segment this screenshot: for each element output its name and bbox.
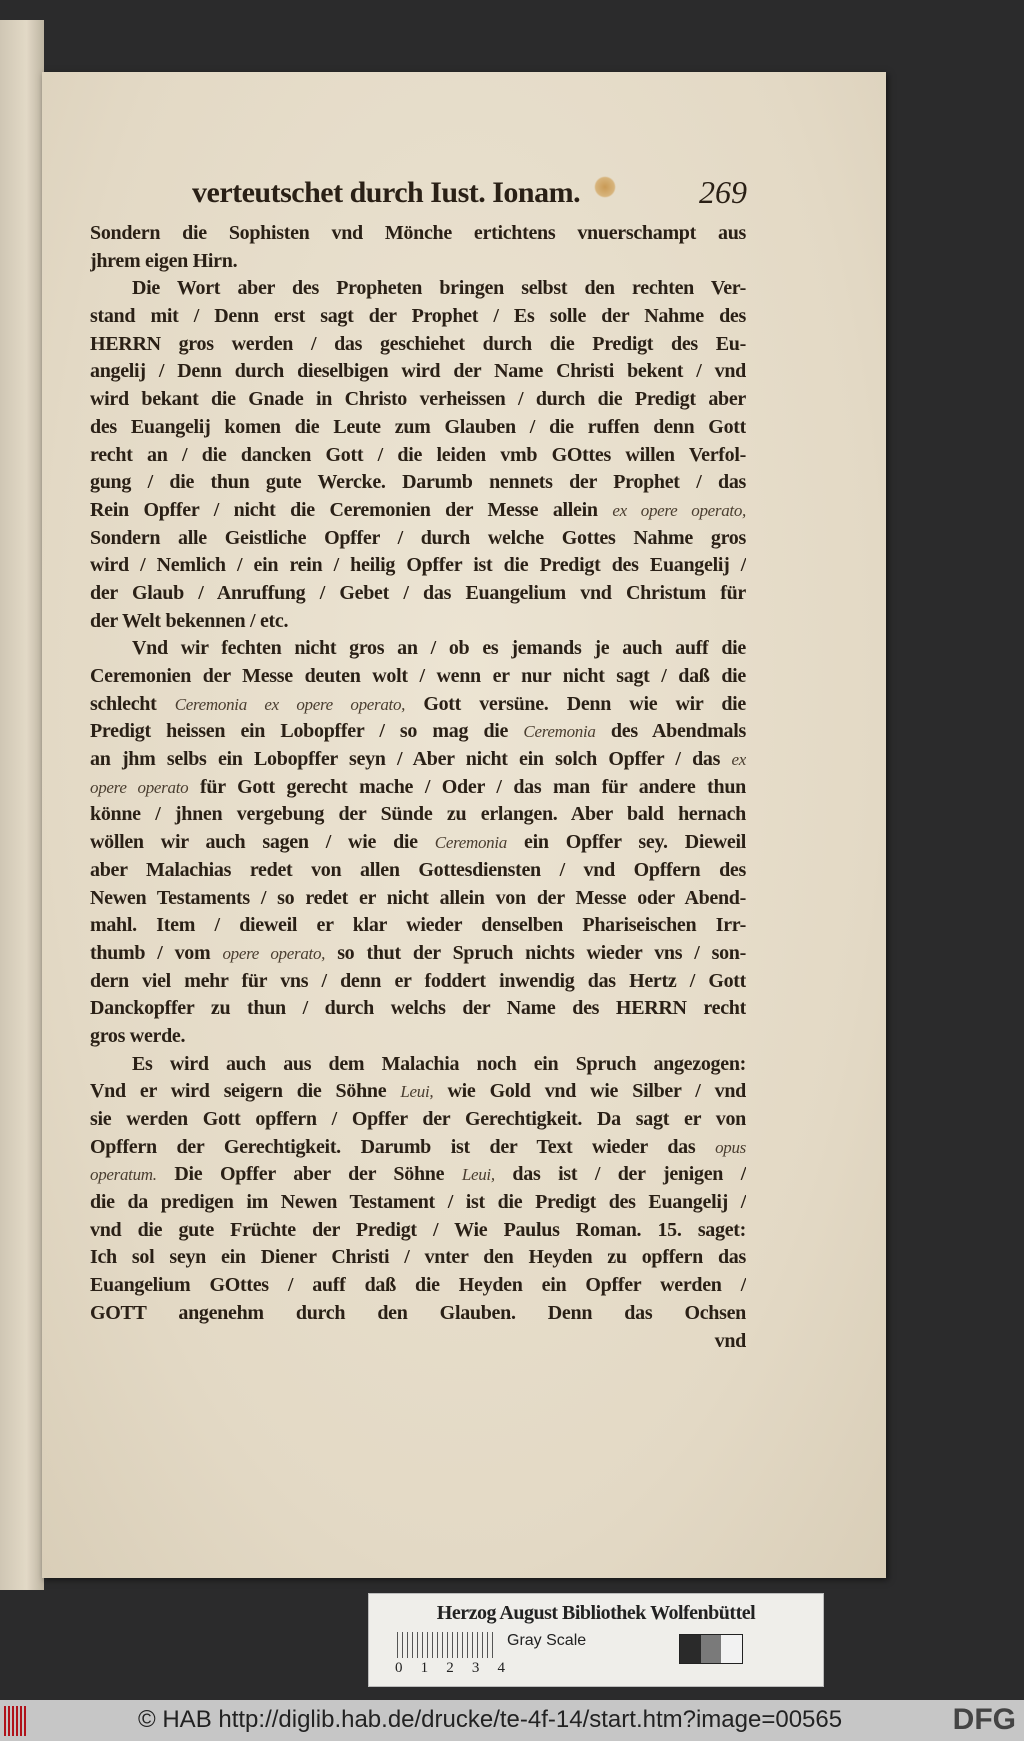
text-line bbox=[90, 303, 746, 331]
gray-scale-label: Gray Scale bbox=[507, 1632, 587, 1649]
text-segment: Euangelium GOttes / auff daß die Heyden ein Opffer werden / bbox=[90, 1274, 746, 1297]
text-segment: Ich sol seyn ein Diener Christi / vnter den Heyden zu opffern das bbox=[90, 1246, 746, 1269]
facing-page-edge bbox=[0, 20, 44, 1590]
text-line bbox=[90, 248, 746, 276]
text-segment: dern viel mehr für vns / denn er foddert inwendig das Hertz / Gott bbox=[90, 969, 746, 992]
footer-bar bbox=[0, 1700, 1024, 1741]
text-segment: Rein Opffer / nicht die Ceremonien der Messe allein bbox=[90, 498, 613, 521]
copyright-link[interactable]: © HAB http://diglib.hab.de/drucke/te-4f-14/start.htm?image=00565 bbox=[138, 1706, 843, 1733]
running-title: verteutschet durch Iust. Ionam. bbox=[192, 176, 581, 209]
text-line bbox=[90, 663, 746, 691]
text-segment: ein Opffer sey. Dieweil bbox=[507, 831, 746, 854]
text-line bbox=[90, 801, 746, 829]
text-line bbox=[90, 1078, 746, 1106]
text-line bbox=[90, 995, 746, 1023]
text-segment: wird / Nemlich / ein rein / heilig Opffer ist die Predigt des Euangelij / bbox=[90, 554, 746, 577]
text-line bbox=[90, 552, 746, 580]
text-line bbox=[90, 1023, 746, 1051]
latin-italic-text: ex bbox=[731, 750, 746, 770]
latin-italic-text: Ceremonia ex opere operato, bbox=[174, 694, 406, 714]
text-segment: Predigt heissen ein Lobopffer / so mag die bbox=[90, 720, 524, 743]
latin-italic-text: Ceremonia bbox=[434, 833, 507, 853]
text-line bbox=[90, 1106, 746, 1134]
text-segment: der Welt bekennen / etc. bbox=[90, 609, 289, 632]
text-segment: Ceremonien der Messe deuten wolt / wenn er nur nicht sagt / daß die bbox=[90, 665, 746, 687]
latin-italic-text: Leui, bbox=[400, 1082, 434, 1102]
hab-logo-icon bbox=[4, 1706, 26, 1736]
text-segment: Danckopffer zu thun / durch welchs der Name des HERRN recht bbox=[90, 997, 746, 1020]
text-line bbox=[90, 220, 746, 248]
page-number: 269 bbox=[699, 174, 747, 210]
latin-italic-text: ex opere operato, bbox=[612, 500, 746, 520]
text-segment: vnd bbox=[714, 1329, 746, 1352]
text-segment: könne / jhnen vergebung der Sünde zu erlangen. Aber bald hernach bbox=[90, 803, 746, 826]
text-segment: Opffern der Gerechtigkeit. Darumb ist der Text wieder das bbox=[90, 1135, 716, 1158]
text-segment: recht an / die dancken Gott / die leiden vmb GOttes willen Verfol- bbox=[90, 443, 746, 466]
text-line bbox=[90, 1272, 746, 1300]
text-line bbox=[90, 940, 746, 968]
text-segment: angelij / Denn durch dieselbigen wird der Name Christi bekent / vnd bbox=[90, 360, 746, 383]
text-line bbox=[90, 1328, 746, 1356]
latin-italic-text: Ceremonia bbox=[523, 722, 596, 742]
latin-italic-text: opere operato bbox=[90, 777, 189, 797]
text-segment: für Gott gerecht mache / Oder / das man für andere thun bbox=[188, 775, 746, 798]
text-segment: an jhm selbs ein Lobopffer seyn / Aber nicht ein solch Opffer / das bbox=[90, 748, 732, 771]
ruler-ticks bbox=[395, 1660, 505, 1677]
text-segment: so thut der Spruch nichts wieder vns / son- bbox=[325, 941, 746, 964]
text-line bbox=[90, 718, 746, 746]
gray-swatch bbox=[680, 1635, 701, 1663]
text-segment: Sondern die Sophisten vnd Mönche ertichtens vnuerschampt aus bbox=[90, 222, 746, 244]
ruler-tick: 3 bbox=[471, 1660, 480, 1676]
text-line bbox=[90, 275, 746, 303]
latin-italic-text: opus bbox=[715, 1137, 746, 1157]
text-segment: gung / die thun gute Wercke. Darumb nennets der Prophet / das bbox=[90, 471, 746, 494]
text-line bbox=[90, 580, 746, 608]
text-line bbox=[90, 691, 746, 719]
text-line bbox=[90, 774, 746, 802]
text-line bbox=[90, 968, 746, 996]
ruler-scale bbox=[397, 1632, 497, 1658]
text-segment: Gott versüne. Denn wie wir die bbox=[405, 692, 746, 715]
dfg-logo: DFG bbox=[952, 1703, 1016, 1736]
text-segment: Die Opffer aber der Söhne bbox=[156, 1163, 462, 1186]
text-line bbox=[90, 1217, 746, 1245]
text-line bbox=[90, 1161, 746, 1189]
text-line bbox=[90, 1134, 746, 1162]
body-text bbox=[90, 220, 746, 1355]
text-segment: die da predigen im Newen Testament / ist die Predigt des Euangelij / bbox=[90, 1191, 746, 1214]
text-line bbox=[90, 331, 746, 359]
text-segment: des Abendmals bbox=[595, 720, 746, 743]
text-segment: HERRN gros werden / das geschiehet durch die Predigt des Eu- bbox=[90, 332, 746, 355]
text-segment: stand mit / Denn erst sagt der Prophet / Es solle der Nahme des bbox=[90, 305, 746, 328]
text-segment: Sondern alle Geistliche Opffer / durch welche Gottes Nahme gros bbox=[90, 526, 746, 549]
text-line bbox=[90, 1189, 746, 1217]
text-segment: wird bekant die Gnade in Christo verheissen / durch die Predigt aber bbox=[90, 388, 746, 411]
text-line bbox=[90, 608, 746, 636]
text-line bbox=[90, 912, 746, 940]
latin-italic-text: opere operato, bbox=[222, 943, 326, 963]
text-segment: wie Gold vnd wie Silber / vnd bbox=[433, 1080, 746, 1103]
text-segment: gros werde. bbox=[90, 1024, 186, 1047]
text-segment: thumb / vom bbox=[90, 941, 223, 964]
gray-scale-swatches bbox=[679, 1634, 743, 1664]
text-segment: wöllen wir auch sagen / wie die bbox=[90, 831, 435, 854]
ruler-tick: 4 bbox=[497, 1660, 505, 1676]
library-name: Herzog August Bibliothek Wolfenbüttel bbox=[436, 1602, 756, 1624]
text-line bbox=[90, 386, 746, 414]
text-line bbox=[90, 497, 746, 525]
text-line bbox=[90, 635, 746, 663]
text-segment: Die Wort aber des Propheten bringen selbst den rechten Ver- bbox=[132, 277, 746, 300]
text-segment: der Glaub / Anruffung / Gebet / das Euangelium vnd Christum für bbox=[90, 581, 746, 604]
text-line bbox=[90, 1051, 746, 1079]
text-segment: jhrem eigen Hirn. bbox=[90, 249, 238, 272]
ruler-tick: 0 bbox=[395, 1660, 403, 1676]
text-line bbox=[90, 746, 746, 774]
text-segment: vnd die gute Früchte der Predigt / Wie Paulus Roman. 15. saget: bbox=[90, 1218, 746, 1241]
text-line bbox=[90, 1244, 746, 1272]
ruler-tick: 2 bbox=[446, 1660, 454, 1676]
ruler-tick: 1 bbox=[420, 1660, 429, 1676]
gray-swatch bbox=[701, 1635, 722, 1663]
text-segment: Vnd wir fechten nicht gros an / ob es jemands je auch auff die bbox=[132, 637, 746, 660]
latin-italic-text: operatum. bbox=[90, 1165, 157, 1185]
text-line bbox=[90, 525, 746, 553]
text-line bbox=[90, 469, 746, 497]
text-line bbox=[90, 829, 746, 857]
text-line bbox=[90, 857, 746, 885]
gray-swatch bbox=[721, 1635, 742, 1663]
text-segment: GOTT angenehm durch den Glauben. Denn das Ochsen bbox=[90, 1301, 746, 1324]
page-header bbox=[192, 176, 747, 216]
text-line bbox=[90, 414, 746, 442]
text-segment: Vnd er wird seigern die Söhne bbox=[90, 1080, 401, 1103]
text-segment: mahl. Item / dieweil er klar wieder denselben Phariseischen Irr- bbox=[90, 914, 746, 937]
text-line bbox=[90, 358, 746, 386]
library-scale-card bbox=[368, 1593, 824, 1687]
text-segment: sie werden Gott opffern / Opffer der Gerechtigkeit. Da sagt er von bbox=[90, 1108, 746, 1130]
text-segment: aber Malachias redet von allen Gottesdiensten / vnd Opffern des bbox=[90, 858, 746, 881]
text-segment: schlecht bbox=[90, 692, 175, 715]
text-segment: des Euangelij komen die Leute zum Glauben / die ruffen denn Gott bbox=[90, 415, 746, 438]
text-line bbox=[90, 442, 746, 470]
text-segment: das ist / der jenigen / bbox=[494, 1163, 746, 1186]
text-line bbox=[90, 1300, 746, 1328]
latin-italic-text: Leui, bbox=[461, 1165, 495, 1185]
text-segment: Es wird auch aus dem Malachia noch ein Spruch angezogen: bbox=[132, 1052, 746, 1075]
text-line bbox=[90, 885, 746, 913]
text-segment: Newen Testaments / so redet er nicht allein von der Messe oder Abend- bbox=[90, 886, 746, 909]
